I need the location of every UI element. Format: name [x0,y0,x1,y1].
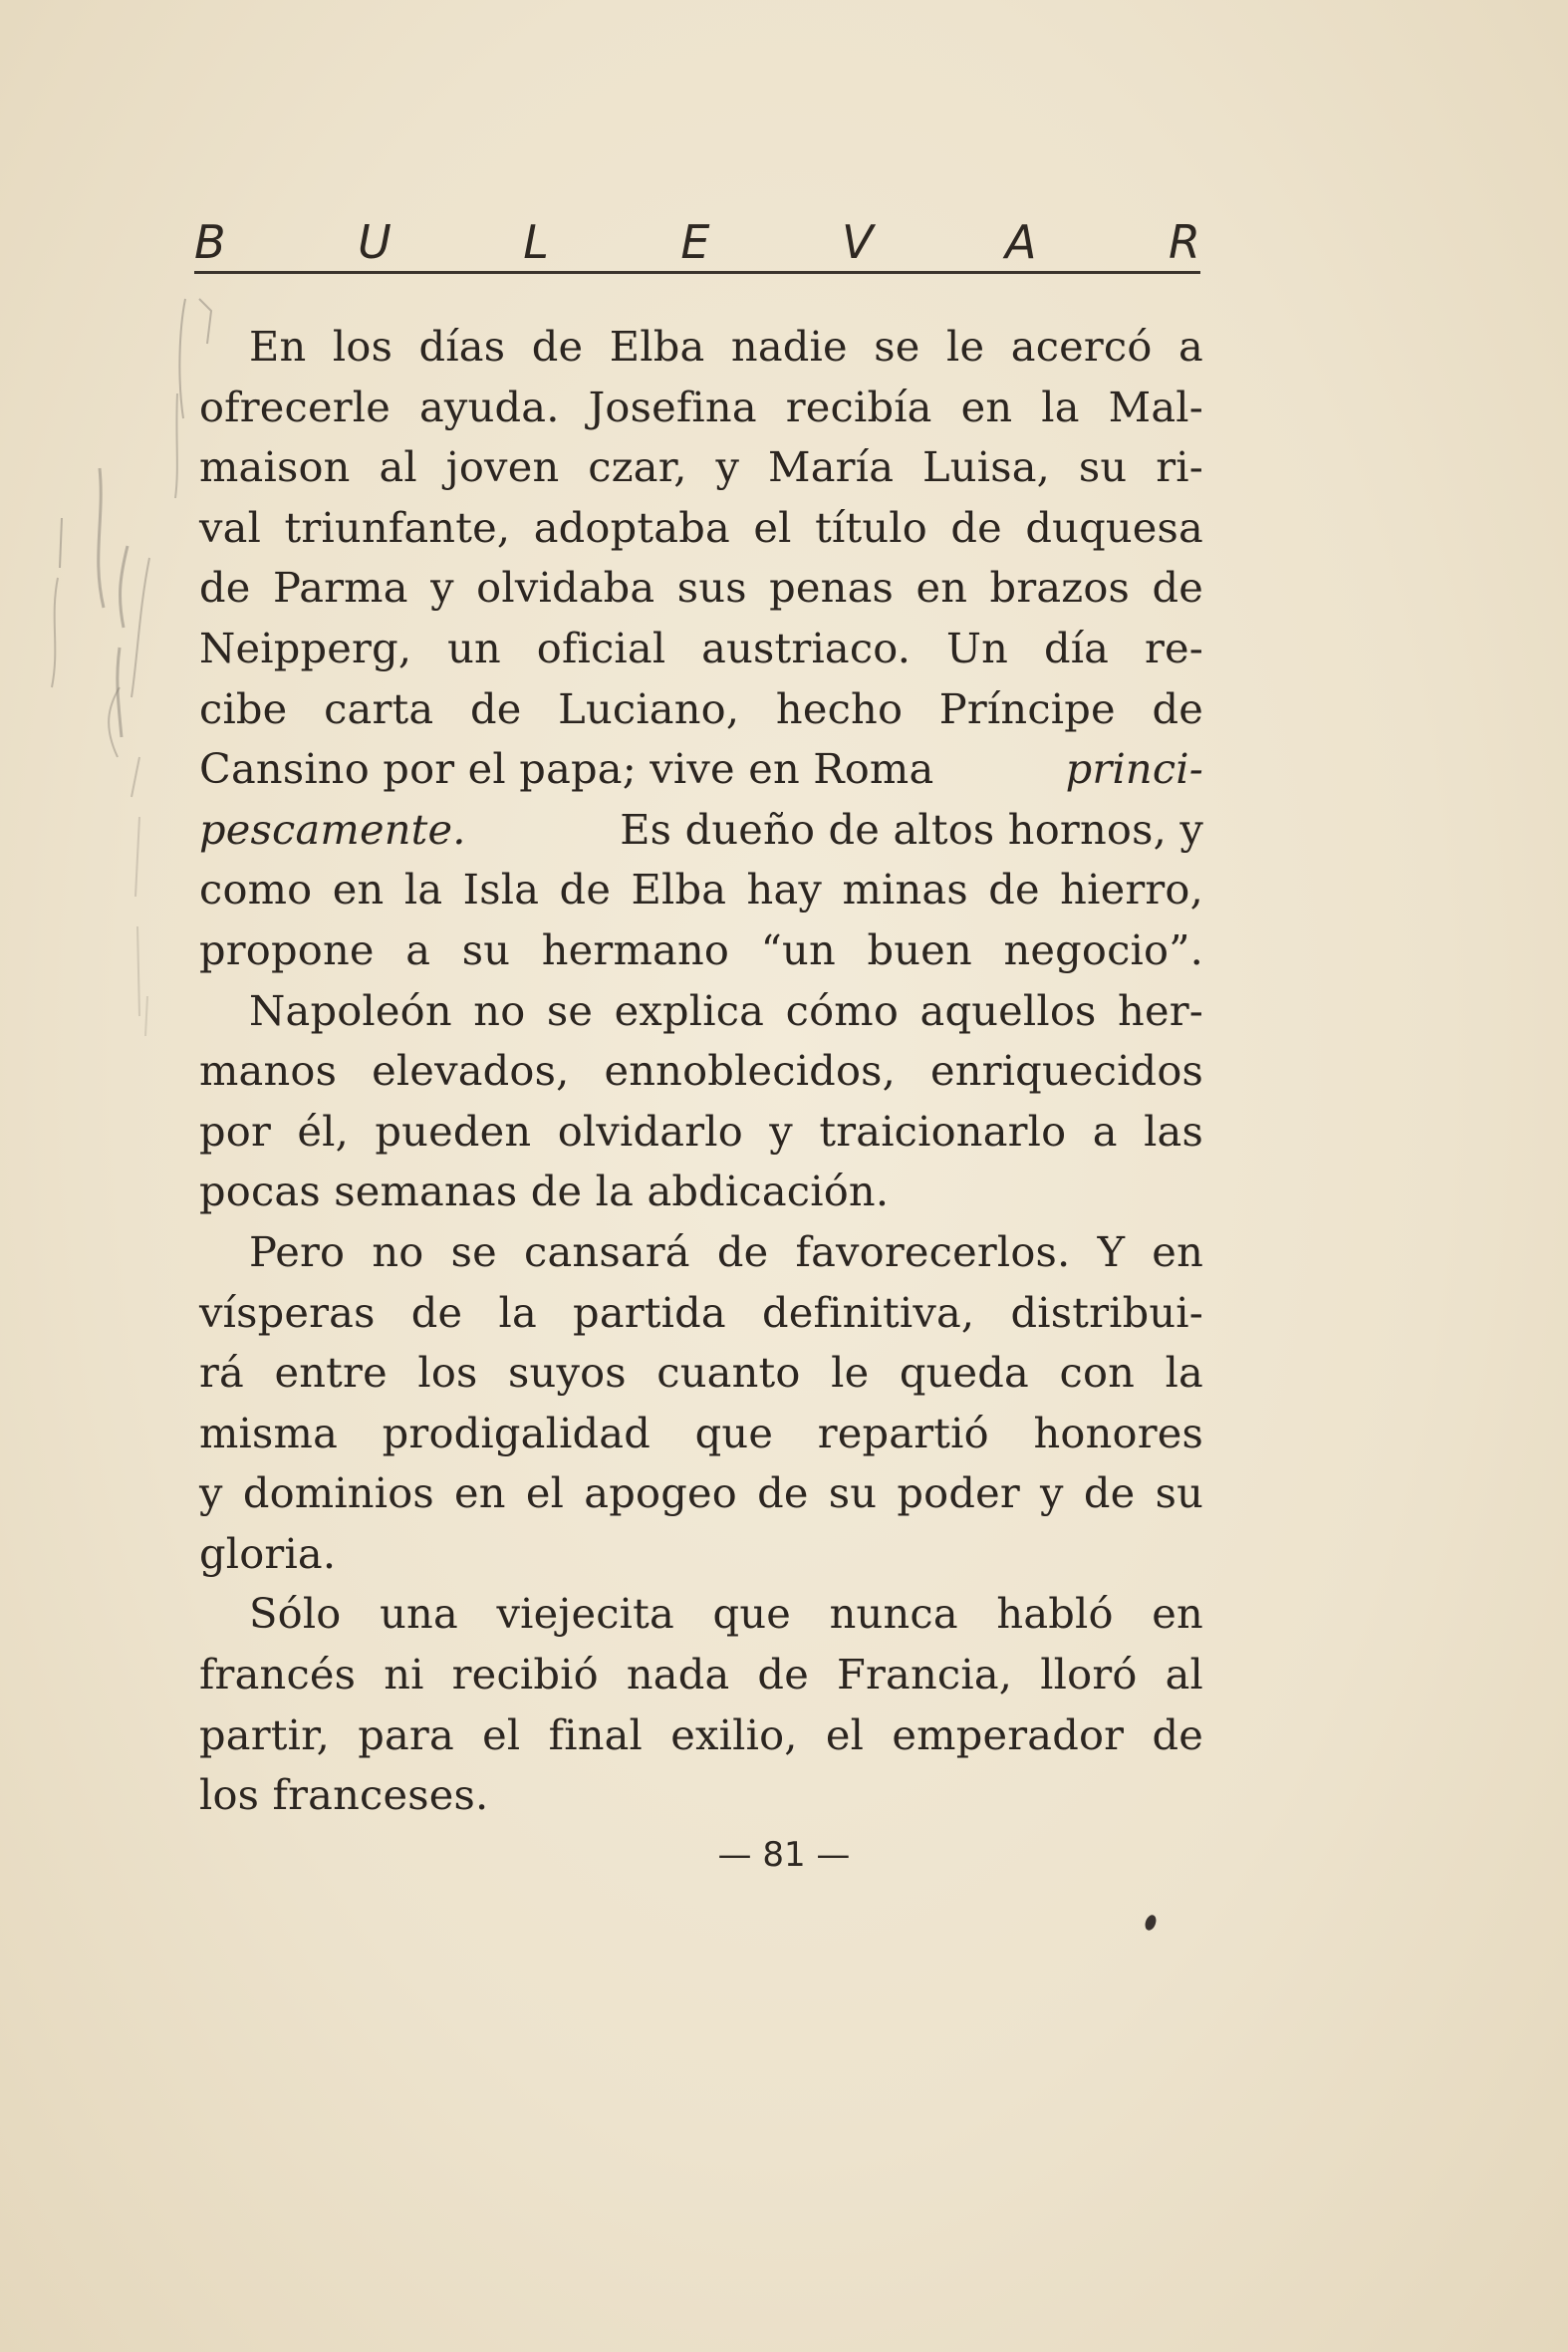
text-line: por él, pueden olvidarlo y traicionarlo a las [199,1106,1203,1156]
text-line: vísperas de la partida definitiva, distribui- [199,1287,1203,1337]
text-line-mixed [199,800,1203,861]
header-letter: E [680,215,710,269]
text-line: y dominios en el apogeo de su poder y de su [199,1468,1203,1518]
text-line: pocas semanas de la abdicación. [199,1167,890,1216]
text-line: rá entre los suyos cuanto le queda con la [199,1348,1203,1398]
text-line: ofrecerle ayuda. Josefina recibía en la Mal- [199,382,1203,431]
text-line: val triunfante, adoptaba el título de duquesa [199,502,1203,552]
italic-segment: princi- [1065,744,1203,794]
page-number: — 81 — [717,1835,851,1875]
header-letter: B [194,215,226,269]
header-letter: A [1005,215,1037,269]
text-line: cibe carta de Luciano, hecho Príncipe de [199,683,1203,733]
text-line: como en la Isla de Elba hay minas de hierro, [199,865,1203,915]
text-line: maison al joven czar, y María Luisa, su ri- [199,442,1203,492]
header-letter: L [523,215,549,269]
text-segment: Es dueño de altos hornos, y [620,804,1203,854]
text-line: Sólo una viejecita que nunca habló en [249,1589,1203,1639]
text-line: Pero no se cansará de favorecerlos. Y en [249,1226,1203,1276]
text-line: En los días de Elba nadie se le acercó a [249,322,1203,371]
header-letter: V [842,215,874,269]
text-line: de Parma y olvidaba sus penas en brazos de [199,563,1203,613]
italic-segment: pescamente. [199,804,466,854]
text-line: gloria. [199,1528,337,1578]
text-line: partir, para el final exilio, el emperador de [199,1709,1203,1759]
text-line: misma prodigalidad que repartió honores [199,1408,1203,1457]
text-line: propone a su hermano “un buen negocio”. [199,924,1203,974]
text-line: Napoleón no se explica cómo aquellos her- [249,985,1203,1035]
text-line: manos elevados, ennoblecidos, enriquecidos [199,1046,1203,1096]
body-text [199,317,1203,1826]
header-rule [194,271,1200,274]
text-line: los franceses. [199,1770,489,1820]
text-segment: Cansino por el papa; vive en Roma [199,744,934,794]
text-line-mixed [199,739,1203,800]
header-letter: R [1168,215,1200,269]
text-line: Neipperg, un oficial austriaco. Un día re- [199,623,1203,672]
running-header [194,199,1200,269]
text-line: francés ni recibió nada de Francia, lloró al [199,1650,1203,1699]
header-letter: U [358,215,392,269]
